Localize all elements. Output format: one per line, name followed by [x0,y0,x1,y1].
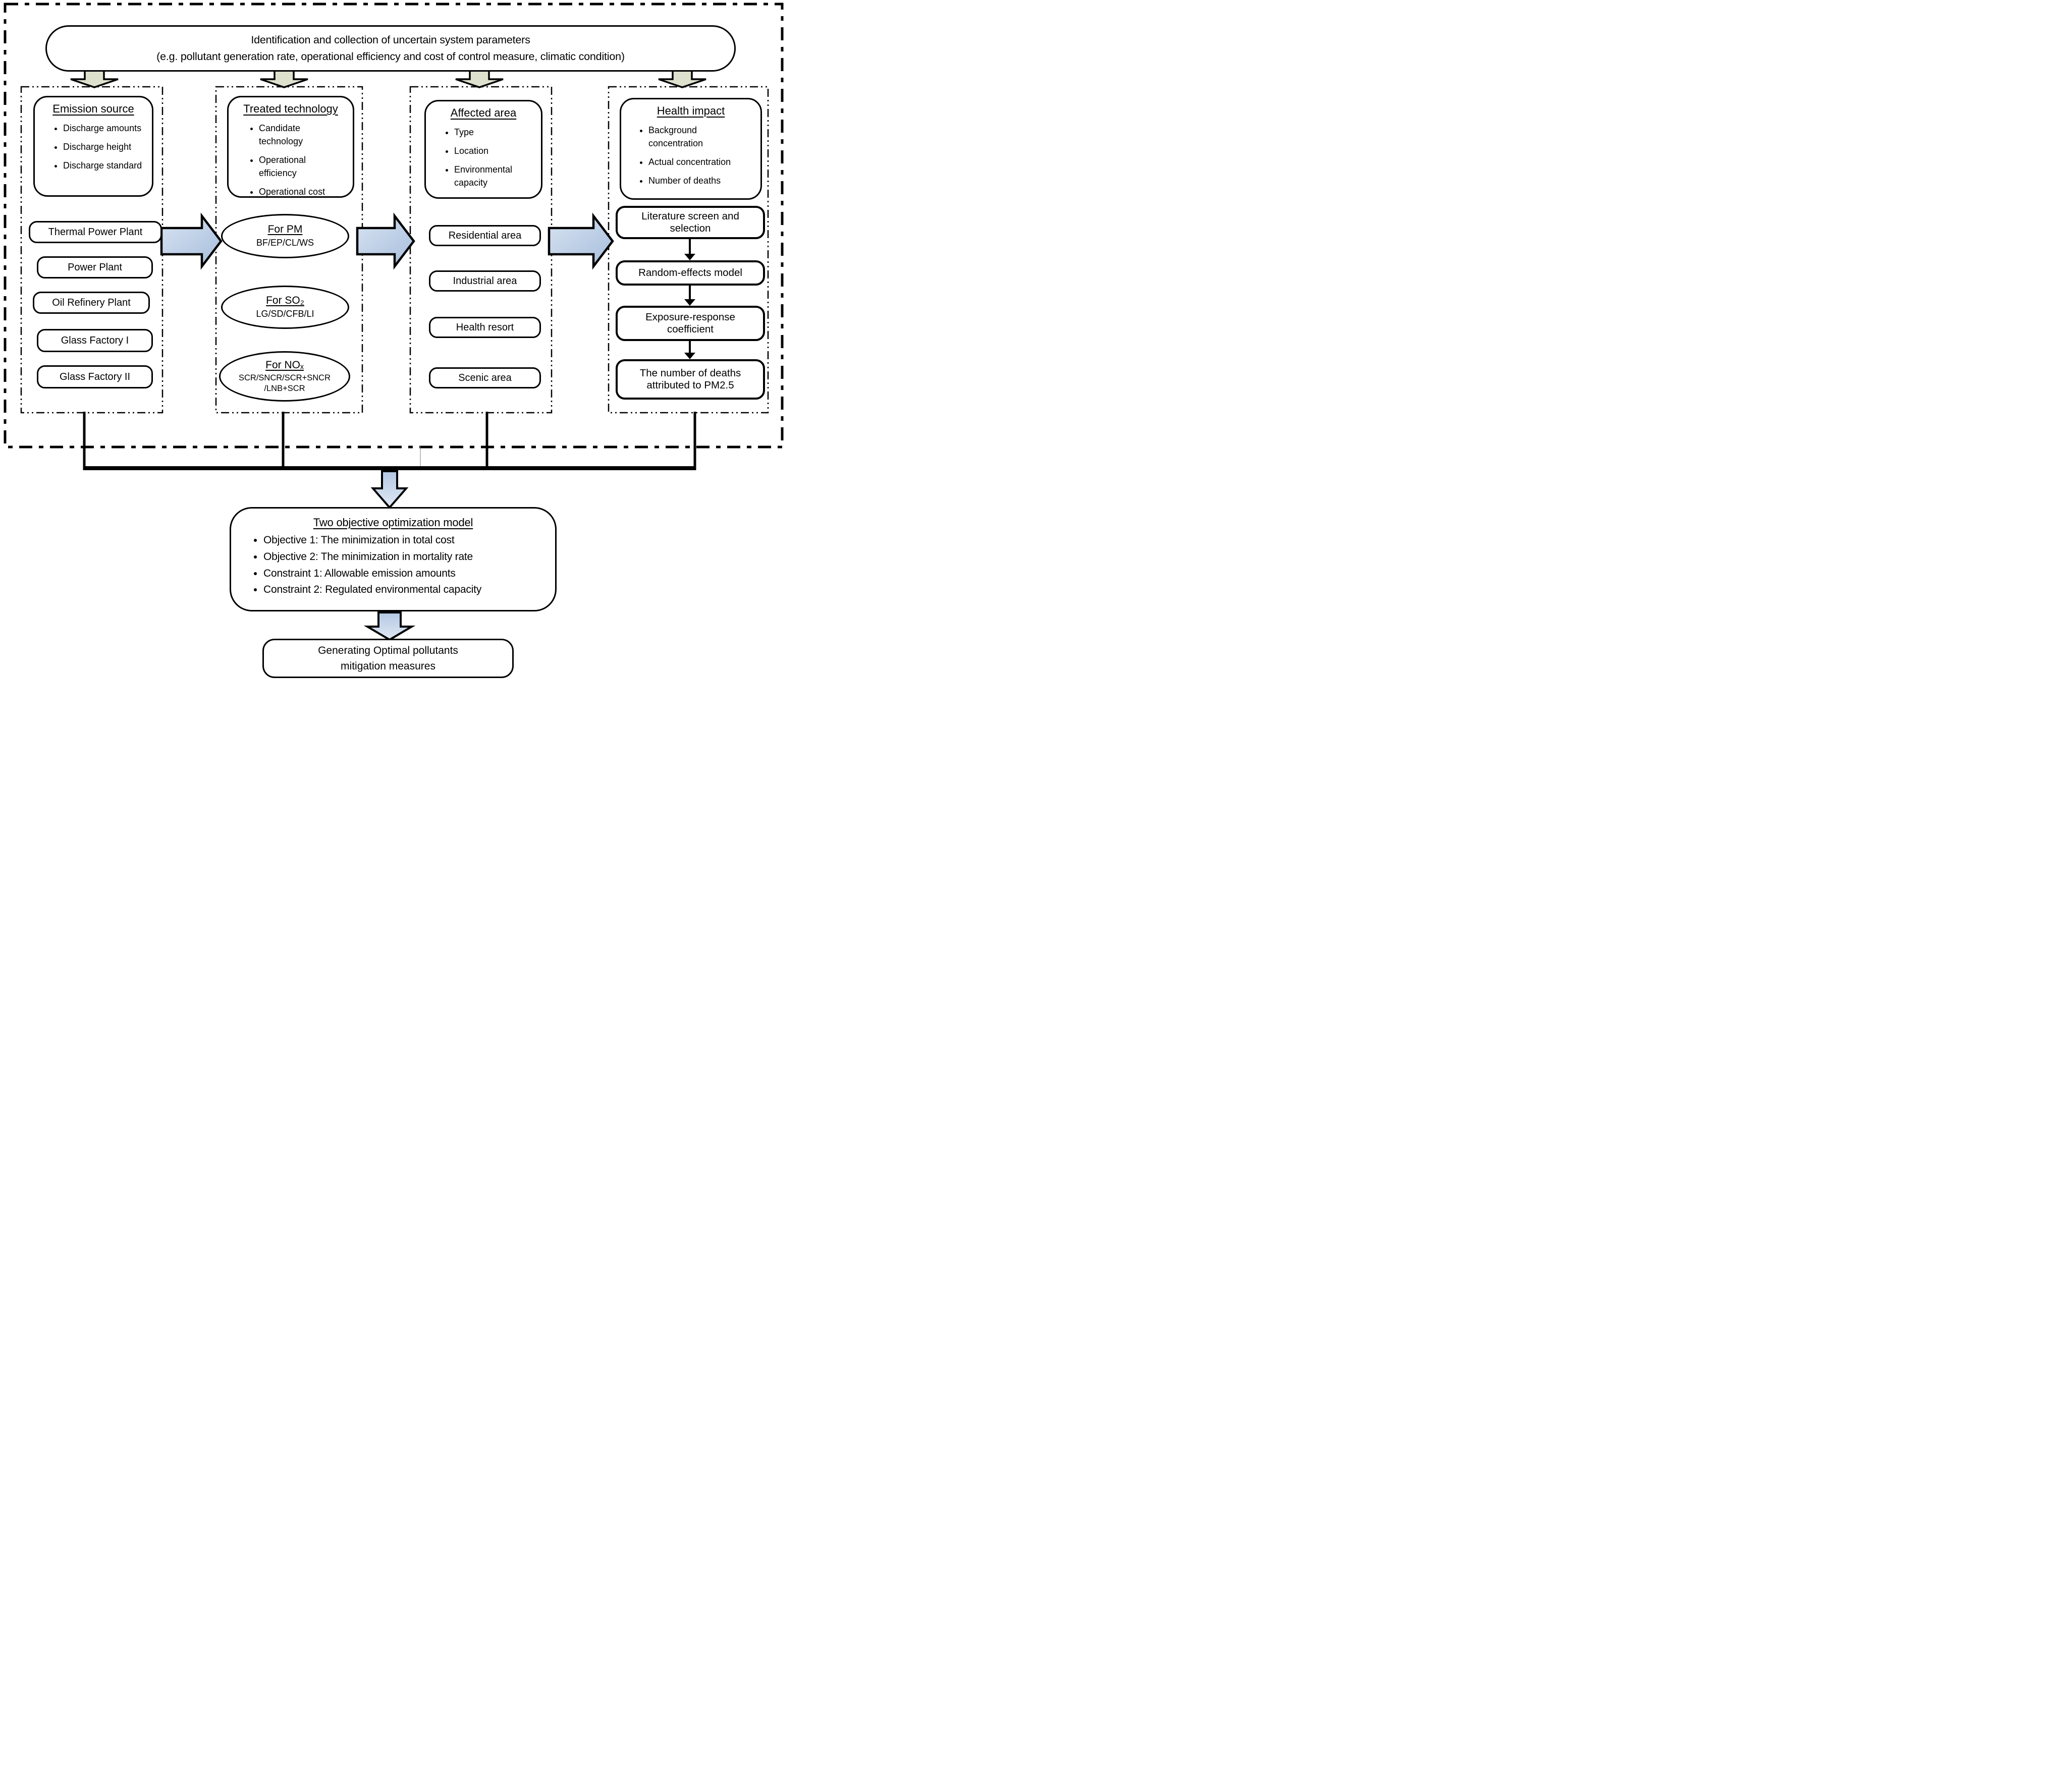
treated-technology-header [227,96,354,198]
area-item-residential: Residential area [429,225,541,246]
banner-line2: (e.g. pollutant generation rate, operational efficiency and cost of control measure, climatic condition) [156,50,625,63]
banner-down-arrow-icon-2 [260,71,308,87]
emission-item-power-plant: Power Plant [37,256,153,278]
affected-area-header [424,100,542,199]
bullet-item: • Candidate technology [259,122,344,148]
banner-down-arrow-icon-1 [71,71,118,87]
bullet-item: • Objective 2: The minimization in mortality rate [263,550,555,564]
bullet-item: • Constraint 2: Regulated environmental capacity [263,583,555,596]
emission-source-title: Emission source [52,102,134,115]
output-line1: Generating Optimal pollutants [318,644,458,656]
bullet-item: • Type [454,126,533,139]
area-item-industrial: Industrial area [429,270,541,292]
right-arrow-icon-emission-to-technology [161,216,221,266]
emission-source-header [33,96,153,197]
health-step-exposure-response: Exposure-response coefficient [616,306,765,341]
bullet-item: • Discharge height [63,140,143,153]
technology-ellipse-pm-options: BF/EP/CL/WS [256,238,314,248]
emission-item-thermal-power-plant: Thermal Power Plant [29,221,162,243]
technology-ellipse-pm-title: For PM [267,223,303,236]
bullet-item: • Actual concentration [648,155,742,169]
area-item-scenic: Scenic area [429,367,541,388]
bullet-item: • Location [454,144,533,157]
technology-ellipse-nox-options-line1: SCR/SNCR/SCR+SNCR [239,373,331,382]
bullet-item: • Background concentration [648,124,742,150]
down-arrow-icon-to-output [367,612,412,640]
technology-ellipse-nox-title: For NOₓ [265,359,304,371]
bullet-item: • Operational efficiency [259,153,344,180]
health-impact-header [620,98,762,200]
right-arrow-icon-area-to-health [549,216,613,266]
area-item-health-resort: Health resort [429,317,541,338]
banner-down-arrow-icon-3 [456,71,503,87]
technology-ellipse-nox [219,351,350,402]
optimization-model-title: Two objective optimization model [313,516,473,529]
technology-ellipse-so2-options: LG/SD/CFB/LI [256,309,314,319]
output-box [262,639,514,678]
technology-ellipse-nox-options-line2: /LNB+SCR [264,383,305,393]
emission-item-glass-factory-2: Glass Factory II [37,365,153,388]
banner [45,25,736,72]
health-step-literature-screen: Literature screen and selection [616,206,765,239]
technology-ellipse-so2-title: For SO₂ [266,295,304,307]
technology-ellipse-pm [221,214,349,258]
health-step-deaths-attributed: The number of deaths attributed to PM2.5 [616,359,765,400]
emission-item-oil-refinery-plant: Oil Refinery Plant [33,292,150,314]
health-step-random-effects: Random-effects model [616,260,765,286]
bullet-item: • Operational cost [259,185,344,198]
right-arrow-icon-technology-to-area [357,216,414,266]
down-arrow-icon-to-optimization [373,471,406,508]
banner-down-arrow-icon-4 [659,71,706,87]
treated-technology-title: Treated technology [243,102,338,115]
emission-item-glass-factory-1: Glass Factory I [37,329,153,352]
technology-ellipse-so2 [221,286,349,329]
affected-area-title: Affected area [450,106,517,119]
bullet-item: • Objective 1: The minimization in total cost [263,534,555,547]
health-step-arrow-icon-1 [684,239,695,260]
bullet-item: • Number of deaths [648,174,742,187]
health-step-arrow-icon-2 [684,286,695,306]
pollution-mitigation-flowchart [0,0,787,680]
health-step-arrow-icon-3 [684,341,695,359]
bullet-item: • Discharge standard [63,159,143,172]
bullet-item: • Environmental capacity [454,163,533,189]
health-impact-title: Health impact [657,104,725,117]
banner-line1: Identification and collection of uncertain system parameters [251,33,530,46]
bullet-item: • Constraint 1: Allowable emission amounts [263,567,555,580]
bullet-item: • Discharge amounts [63,122,143,135]
optimization-model-box [230,507,557,611]
output-line2: mitigation measures [341,660,435,672]
